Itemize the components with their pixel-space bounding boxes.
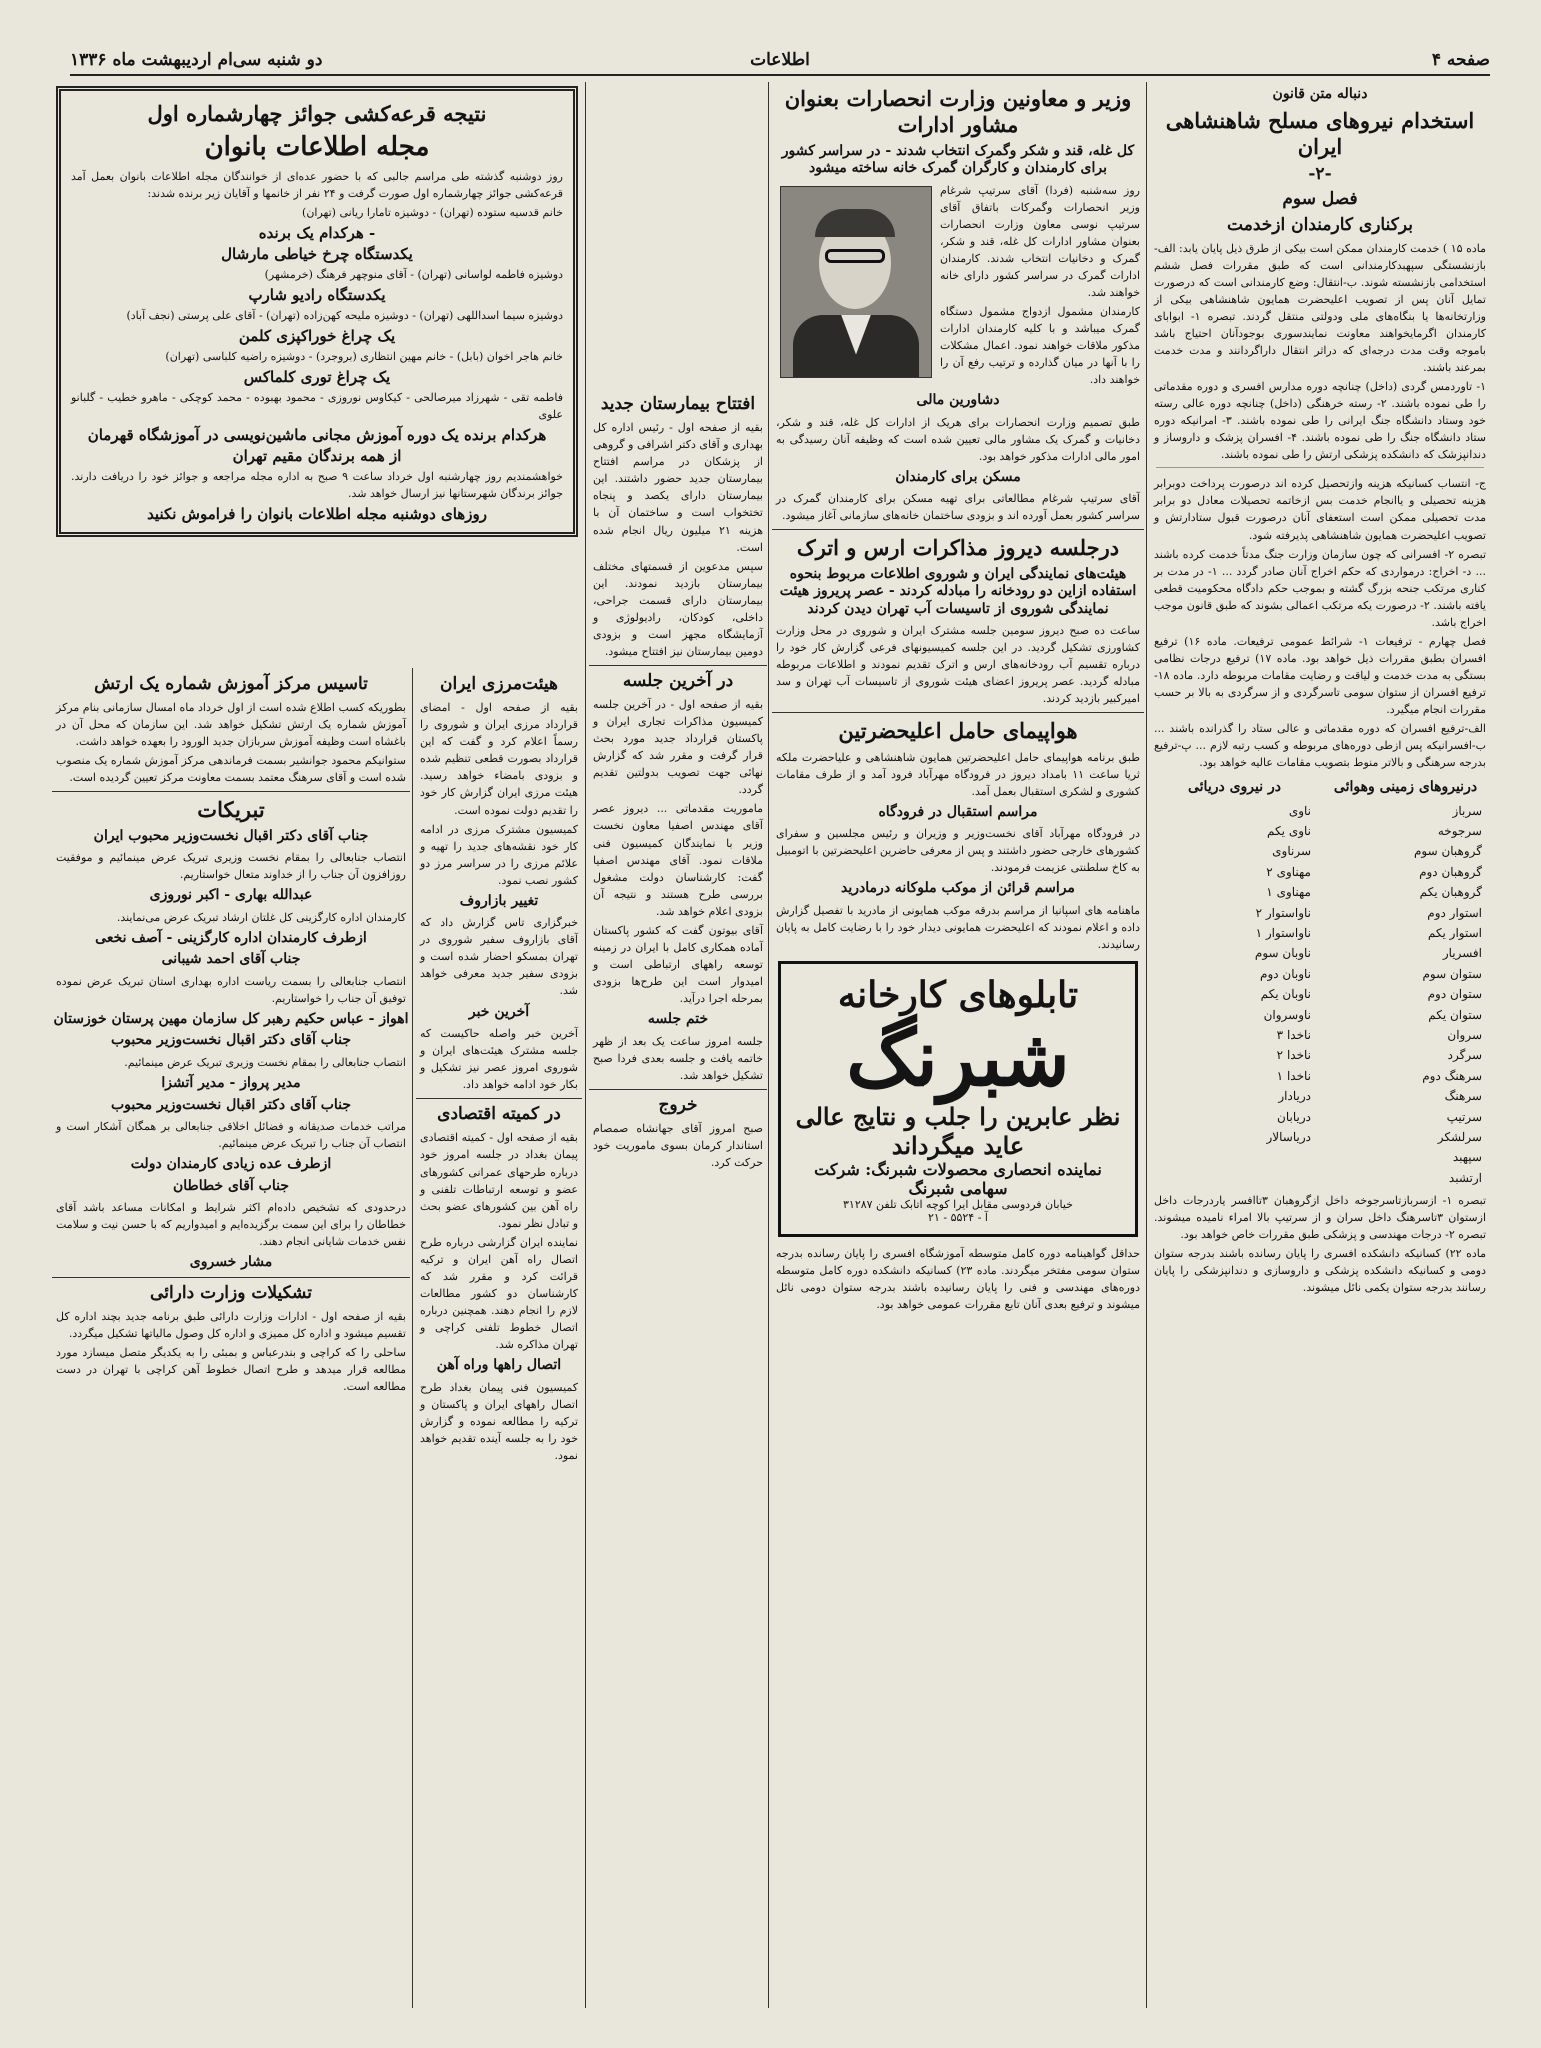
subhead-housing: مسکن برای کارمندان [895,468,1021,485]
deck-talks: هیئت‌های نمایندگی ایران و شوروی اطلاعات مربوط بنحوه استفاده ازاین دو رودخانه را مبادله کردند - عصر پریروز هیئت نمایندگی شوروی از تاسیسات آب تهران دیدن کردند [779,565,1137,617]
winners-list: خانم هاجر اخوان (بابل) - خانم مهین انتظاری (بروجرد) - دوشیزه راضیه کلباسی (تهران) [165,349,563,363]
rank-army: ارتشبد [1448,1170,1482,1185]
rank-army: گروهبان دوم [1419,864,1482,879]
rank-army: سرتیپ [1446,1109,1482,1124]
article-text: بقیه از صفحه اول - امضای قرارداد مرزی ایران و شوروی را رسماً اعلام کرد و گفت که این قرارداد بصورت قطعی تنظیم شده و بزودی بامضاء خواهد رسید. هیئت مرزی ایران گزارش کار خود را تقدیم دولت نموده است. [420,701,578,817]
rank-navy: ناخدا ۲ [1276,1048,1311,1063]
law-text: الف-ترفیع افسران که دوره مقدماتی و عالی ستاد را گذرانده باشند ... ب-افسرانیکه پس ازطی دوره‌های مربوطه و کسب رتبه لازم ... پ-ترفیع بدرجه سرهنگی و بالاتر منوط بتصویب مقامات عالیه خواهد بود. [1154,722,1486,770]
law-text: فصل چهارم - ترفیعات ۱- شرائط عمومی ترفیعات. ماده ۱۶) ترفیع افسران بطبق مقررات ذیل خواهد بود. ماده ۱۷) ترفیع درجات نظامی بستگی به مدت خدمت و لیاقت و رضایت مقامات مربوطه دارد. ماده ۱۸- ترفیع افسران از ستوان سومی تاسرگردی و از سرگردی به بالا بر حسب مقررات انجام میگیرد. [1154,634,1486,716]
article-text: سپس مدعوین از قسمتهای مختلف بیمارستان بازدید نمودند. این بیمارستان دارای قسمت جراحی، داخلی، کودکان، رادیولوژی و آزمایشگاه مجهز است و بزودی دومین بیمارستان نیز افتتاح میشود. [593,559,763,658]
rank-heading-army: درنیروهای زمینی وهوائی [1333,779,1478,796]
law-kicker: دنباله متن قانون [1272,86,1368,102]
article-text: صبح امروز آقای جهانشاه صمصام استاندار کرمان بسوی ماموریت خود حرکت کرد. [593,1121,763,1169]
rank-army: افسریار [1442,946,1482,961]
rank-navy: ناوبان سوم [1254,946,1311,961]
rank-army: سرگرد [1447,1048,1482,1063]
rank-navy: دریابان [1277,1109,1311,1124]
congrats-signature: مشار خسروی [189,1254,273,1271]
column-rule [1146,82,1147,2008]
winners-list: خانم قدسیه ستوده (تهران) - دوشیزه تامارا ریانی (تهران) [302,205,563,219]
ad-brand: شبرنگ [846,1012,1070,1104]
prize-label: یکدستگاه چرخ خیاطی مارشال [221,244,413,263]
congrats-recipient: جناب آقای دکتر اقبال نخست‌وزیر محبوب [110,1032,352,1049]
divider [589,1089,767,1090]
subhead-connections: اتصال راهها وراه آهن [436,1357,562,1374]
rank-navy: سرناوی [1272,844,1311,859]
rank-list-army [1329,775,1482,1188]
headline-border: هیئت‌مرزی ایران [440,674,558,694]
law-subtitle: برکناری کارمندان ازخدمت [1227,214,1413,235]
prize-label: هرکدام برنده یک دوره آموزش مجانی ماشین‌نویسی در آموزشگاه قهرمان [87,426,547,445]
law-text: تبصره ۲- افسرانی که چون سازمان وزارت جنگ مدتاً خدمت کرده باشند ... د- اخراج: درمواردی که حکم اخراج آنان صادر گردد ... ۱- در مدت بر کناری مرتکب جنحه بزرگ گشته و بموجب حکم دادگاه محکومیت قطعی یافته باشند. ۲- درصورت یکه مرتکب اعمالی بشوند که طبق قانون موجب اخراج باشد. [1154,547,1487,629]
rank-navy: ناخدا ۳ [1276,1027,1311,1042]
news-column-2 [772,82,1144,2008]
prize-label: از همه برندگان مقیم تهران [232,447,402,466]
ad-headline: تابلوهای کارخانه [837,973,1079,1016]
article-text: کارمندان مشمول ازدواج مشمول دستگاه گمرک میباشد و با کلیه کارمندان ادارات مذکور ملاقات خواهند نمود. اعمال مشکلات را با آنها در میان گذارده و ترتیب رفع آن را خواهند داد. [940,304,1140,387]
subhead-latest: آخرین خبر [468,1003,530,1020]
congrats-text: درحدودی که تشخیص داده‌ام اکثر شرایط و امکانات مساعد باشد آقای خطاطان را برای این سمت برگزیده‌ایم و امیدواریم که با حسن نیت و سلامت نفس خدمات شایانی انجام دهند. [56,1201,406,1249]
rank-army: استوار یکم [1427,926,1482,940]
article-text: روز سه‌شنبه (فردا) آقای سرتیپ شرغام وزیر انحصارات وگمرکات باتفاق آقای سرتیپ نوسی معاون وزارت انحصارات بعنوان مشاور ادارات کل غله، قند و شکر، گمرک و دخانیات انتخاب شدند. کارمندان ادارات گمرک در سراسر کشور دارای خانه خواهند شد. [940,183,1140,299]
rank-army: ستوان دوم [1427,987,1482,1002]
headline-last-session: در آخرین جلسه [622,670,734,691]
divider [416,1098,582,1099]
headline-congratulations: تبریکات [197,797,265,823]
article-text: ساعت ده صبح دیروز سومین جلسه مشترک ایران و شوروی در محل وزارت کشاورزی تشکیل گردید. در این جلسه کمیسیونهای فرعی گزارش کار خود را درباره تقسیم آب رودخانه‌های ارس و اترک تقدیم نمودند و اطلاعات مربوطه مبادله گردید. عصر پریروز اعضای هیئت شوروی از تاسیسات آب تهران و سد امیرکبیر بازدید کردند. [776,624,1140,706]
lottery-intro: روز دوشنبه گذشته طی مراسم جالبی که با حضور عده‌ای از خوانندگان مجله اطلاعات بانوان بعمل آمد قرعه‌کشی جوائز چهارشماره اول صورت گرفت و ۲۴ نفر از خانمها و آقایان زیر برنده شدند: [71,169,563,200]
portrait-photo [780,186,932,378]
congrats-recipient: جناب آقای دکتر اقبال نخست‌وزیر محبوب ایران [93,827,369,844]
rank-navy: ناواستوار ۱ [1255,926,1311,940]
article-text: ماهنامه های اسپانیا از مراسم بدرقه موکب همایونی از مادرید با تفصیل گزارش داده و اعلام نمودند که اعلیحضرت همایونی دیدار خود را با رضایت کامل به پایان رسانیدند. [776,903,1140,951]
rank-navy: ناخدا ۱ [1276,1068,1311,1083]
rank-army: سپهبد [1452,1150,1482,1165]
congrats-signature: عبدالله بهاری - اکبر نوروزی [149,887,313,904]
rank-navy: ناواستوار ۲ [1255,905,1311,920]
shabrang-advertisement [778,961,1138,1237]
winners-list: فاطمه تقی - شهرزاد میرصالحی - کیکاوس نوروزی - محمود بهبوده - محمد کوچکی - ماهرو خطیب - گلبانو علوی [71,391,563,422]
congrats-text: انتصاب جنابعالی را بمقام نخست وزیری تبریک عرض مینمائیم. [124,1055,406,1069]
article-text: بطوریکه کسب اطلاع شده است از اول خرداد ماه امسال سازمانی بنام مرکز آموزش شماره یک ارتش تشکیل خواهد شد. این سازمان که محل آن در باغشاه است وظیفه آموزش سربازان جدید الورود را بعهده خواهد داشت. [56,701,406,749]
headline-monopoly: وزیر و معاونین وزارت انحصارات بعنوان مشاور ادارات [784,86,1132,138]
rank-army: سرباز [1452,803,1482,818]
rank-navy: ناوی [1288,803,1311,818]
article-text: نماینده ایران گزارشی درباره طرح اتصال راه آهن ایران و ترکیه قرائت کرد و مقرر شد که کارشناسان دو کشور مطالعات لازم را انجام دهند. همچنین درباره اتصال خطوط تلفنی کراچی و تهران مذاکره شد. [420,1235,578,1351]
congrats-signature: اهواز - عباس حکیم رهبر کل سازمان مهین پرستان خوزستان [53,1010,409,1027]
column-rule [585,82,586,2008]
news-column-3 [589,390,767,2008]
divider [52,1277,410,1278]
rank-heading-navy: در نیروی دریائی [1187,779,1282,796]
divider [772,529,1144,530]
congrats-signature: مدیر پرواز - مدیر آتشزا [161,1075,301,1092]
law-column [1150,82,1490,2008]
ad-agent: نماینده انحصاری محصولات شبرنگ: شرکت سهامی شبرنگ [814,1159,1102,1198]
subhead-recall: تغییر بازاروف [459,892,539,909]
column-rule [412,668,413,2008]
paper-name: اطلاعات [750,50,810,70]
lottery-box-area [52,82,582,666]
subhead-ceremony: مراسم استقبال در فرودگاه [878,803,1038,820]
article-text: طبق تصمیم وزارت انحصارات برای هریک از ادارات کل غله، قند و شکر، دخانیات و گمرک یک مشاور مالی تعیین شده است که وظیفه آنان رسیدگی به امور مالی ادارات مذکور خواهد بود. [776,415,1140,463]
article-text: کمیسیون مشترک مرزی در ادامه کار خود نقشه‌های جدید را تهیه و علائم مرزی را در سراسر مرز دو کشور نصب نمود. [420,822,578,887]
article-text: بقیه از صفحه اول - در آخرین جلسه کمیسیون مذاکرات تجاری ایران و پاکستان قرارداد جدید مورد بحث قرار گرفت و مقرر شد که گزارش نهائی جهت تصویب بدولتین تقدیم گردد. [593,698,763,797]
rank-army: ستوان یکم [1428,1007,1482,1022]
ad-address: خیابان فردوسی مقابل ایرا کوچه اتابک تلفن ۳۱۲۸۷ [843,1197,1073,1211]
law-chapter: فصل سوم [1282,189,1358,210]
news-column-4 [416,670,582,2008]
law-text: تبصره ۱- ازسربازتاسرجوخه داخل ازگروهبان ۳تاافسر یاردرجات داخل ازستوان ۳تاسرهنگ داخل سران و از سرتیپ بالا امراء نامیده میشوند. تبصره ۲- درجات مهندسی و پزشکی طبق مقررات خاص خواهد بود. [1154,1194,1487,1242]
rank-army: گروهبان سوم [1413,844,1482,859]
rank-list-navy [1158,775,1311,1188]
divider [1156,467,1484,473]
lottery-title: نتیجه قرعه‌کشی جوائز چهارشماره اول [147,101,487,126]
headline-economic: در کمیته اقتصادی [437,1104,561,1125]
article-text: آقای بیوتون گفت که کشور پاکستان آماده همکاری کامل با ایران در زمینه توسعه راههای ارتباطی است و امیدوار است این طرح‌ها بزودی بمرحله اجرا درآید. [593,923,763,1005]
news-column-5 [52,670,410,2008]
article-text: خبرگزاری تاس گزارش داد که آقای بازاروف سفیر شوروی در تهران بمسکو احضار شده است و بزودی سفیر جدید معرفی خواهد شد. [420,916,578,998]
congrats-recipient: جناب آقای احمد شیبانی [161,951,301,968]
rank-navy: دریاسالار [1266,1129,1311,1144]
law-title: استخدام نیروهای مسلح شاهنشاهی ایران [1165,107,1475,159]
article-text: حداقل گواهینامه دوره کامل متوسطه آموزشگاه افسری را پایان رسانده بدرجه ستوان سومی مفتخر میگردند. ماده ۲۳) کسانیکه دانشکده دوره کامل متوسطه دوره‌های مهندسی و فنی را پایان رسانیده باشند بدرجه ستوان دومی نائل میشوند و ترفیع بعدی آنان تابع مقررات عمومی خواهد بود. [776,1246,1140,1311]
subhead-motorcade: مراسم قرائن از موکب ملوکانه درمادرید [841,880,1075,897]
headline-exit: خروج [658,1094,698,1115]
rank-army: گروهبان یکم [1419,885,1482,900]
rank-navy: مهناوی ۲ [1266,864,1311,879]
congrats-text: انتصاب جنابعالی را بسمت ریاست اداره بهداری استان تبریک عرض نموده توفیق آن جناب را خواستاریم. [56,974,406,1005]
headline-training-center: تاسیس مرکز آموزش شماره یک ارتش [94,674,368,694]
law-part: -۲- [1308,164,1332,184]
lottery-results-box [56,86,578,537]
prize-label: یک چراغ توری کلماکس [243,368,391,387]
congrats-text: انتصاب جنابعالی را بمقام نخست وزیری تبریک عرض مینمائیم و موفقیت روزافزون آن جناب را از خداوند متعال خواستاریم. [56,851,406,882]
article-text: ساحلی را که کراچی و بندرعباس و بمبئی را به یکدیگر متصل میسازد مورد مطالعه قرار میدهد و طرح اتصال خطوط آهن کراچی با تهران در دست مطالعه است. [56,1346,406,1394]
rank-navy: ناوسروان [1263,1007,1311,1022]
rank-table [1158,775,1482,1188]
rank-army: ستوان سوم [1422,966,1482,981]
congrats-recipient: جناب آقای دکتر اقبال نخست‌وزیر محبوب [110,1096,352,1113]
article-text: ستوانیکم محمود جوانشیر بسمت فرماندهی مرکز آموزش شماره یک منصوب شده است و آقای سرهنگ معتمد بسمت معاونت مرکز تعیین گردیده است. [56,754,406,785]
congrats-recipient: جناب آقای خطاطان [173,1177,289,1194]
law-text: ماده ۱۵ ) خدمت کارمندان ممکن است بیکی از طرق ذیل پایان یابد: الف-بازنشستگی سپهبدکارمندانی است که طبق مقررات فصل ششم استخدامی بازنشسته شوند. ب-انتقال: وضع کارمندانی است که درصورت تمایل آنان پس از تصویب اعلیحضرت همایون شاهنشاهی بیکی از وزارتخانه‌ها یا بنگاه‌های ملی ودولتی منتقل گردند. تبصره ۱- ابوابای کارمندان اگرمایخواهند معاونت نمایندسوری بوجودآنان احتیاج باشد باموجه وقت مدت درجه‌ای که دراثر انتقال داراگردانند و مدت خدمت بمرعند باشند. [1154,241,1486,375]
rank-army: استوار دوم [1427,905,1482,920]
article-text: بقیه از صفحه اول - رئیس اداره کل بهداری و آقای دکتر اشرافی و گروهی از پزشکان در مراسم افتتاح بیمارستان جدید حضور داشتند. این بیمارستان دارای یکصد و پنجاه تختخواب است و ساختمان آن با هزینه ۲۱ میلیون ریال انجام شده است. [593,421,763,554]
article-text: در فرودگاه مهرآباد آقای نخست‌وزیر و وزیران و رئیس مجلسین و سفرای کشورهای خارجی حضور داشتند و پس از معرفی حاضرین اعلیحضرتین با اتومبیل به کاخ سلطنتی عزیمت فرمودند. [776,827,1140,875]
prize-label: یک چراغ خوراکپزی کلمن [238,326,396,345]
article-text: بقیه از صفحه اول - کمیته اقتصادی پیمان بغداد در جلسه امروز خود درباره طرحهای عمرانی کشورهای عضو و توسعه ارتباطات تلفنی و راه آهن بین کشورهای عضو بحث و تبادل نظر نمود. [420,1131,578,1230]
headline-hospital: افتتاح بیمارستان جدید [600,394,756,414]
subhead-advisors: دشاورین مالی [916,392,1000,409]
divider [52,791,410,792]
masthead [70,48,1490,76]
article-text: ماموریت مقدماتی ... دیروز عصر آقای مهندس اصفیا معاون نخست وزیر با نمایندگان کمیسیون فنی ملاقات نمود. آقای مهندس اصفیا گفت: کارشناسان دولت مشغول بررسی طرح هستند و نتیجه آن بزودی اعلام خواهد شد. [593,802,763,918]
magazine-name: مجله اطلاعات بانوان [204,132,430,163]
rank-navy: ناوبان یکم [1260,987,1311,1002]
congrats-text: مراتب خدمات صدیقانه و فضائل اخلاقی جنابعالی بر همگان آشکار است و انتصاب آن جناب را تبریک عرض مینمائیم. [56,1120,406,1151]
subhead-session-end: ختم جلسه [647,1011,709,1027]
article-text: آقای سرتیپ شرغام مطالعاتی برای تهیه مسکن برای کارمندان گمرک در سراسر کشور بعمل آورده اند و بزودی ساختمان خانه‌های سازمانی آغاز میشود. [776,492,1140,523]
article-text: جلسه امروز ساعت یک بعد از ظهر خاتمه یافت و جلسه بعدی فردا صبح تشکیل خواهد شد. [593,1034,763,1082]
rank-army: سرهنگ دوم [1422,1068,1482,1083]
ad-slogan: نظر عابرین را جلب و نتایج عالی عاید میگرداند [795,1101,1121,1160]
headline-talks: درجلسه دیروز مذاکرات ارس و اترک [796,535,1120,561]
prize-label: - هرکدام یک برنده [258,223,376,242]
law-text: ج- انتساب کسانیکه هزینه وازتحصیل کرده اند درصورت پرداخت دوبرابر هزینه تحصیلی و یاانجام خدمت بس ازخاتمه تحصیلات معادل دو برابر مدت تحصیلی ممکن است استعفای آنان درصورت قبول ستادارتش و تصویب اعلیحضرت همایون شاهنشاهی پذیرفته شود. [1154,477,1486,542]
prize-label: یکدستگاه رادیو شارپ [248,285,386,304]
lottery-outro: خواهشمندیم روز چهارشنبه اول خرداد ساعت ۹ صبح به اداره مجله مراجعه و جوائز خود را دریافت دارند. جوائز برندگان شهرستانها نیز ارسال خواهد شد. [71,470,563,501]
congrats-text: کارمندان اداره کارگزینی کل غلتان ارشاد تبریک عرض می‌نمایند. [116,910,406,924]
divider [772,712,1144,713]
lottery-footer: روزهای دوشنبه مجله اطلاعات بانوان را فراموش نکنید [147,505,487,524]
headline-finance: تشکیلات وزارت دارائی [150,1282,312,1303]
issue-date: دو شنبه سی‌ام اردیبهشت ماه ۱۳۳۶ [70,50,323,70]
congrats-signature: ازطرف کارمندان اداره کارگزینی - آصف نخعی [95,929,367,946]
article-text: طبق برنامه هواپیمای حامل اعلیحضرتین همایون شاهنشاهی و علیاحضرت ملکه ثریا ساعت ۱۱ بامداد دیروز در فرودگاه مهرآباد فرود آمد و از طرف مقامات کشوری و لشکری استقبال بعمل آمد. [776,750,1140,798]
rank-navy: دریادار [1278,1089,1311,1104]
article-text: آخرین خبر واصله حاکیست که جلسه مشترک هیئت‌های ایران و شوروی امروز عصر نیز تشکیل و بکار خود ادامه خواهد داد. [420,1027,578,1092]
congrats-signature: ازطرف عده زیادی کارمندان دولت [130,1156,332,1173]
law-text: ماده ۲۲) کسانیکه دانشکده افسری را پایان رسانده باشند بدرجه ستوان دومی و کسانیکه دانشکده پزشکی و داروسازی و دندانپزشکی را پایان رسانند بدرجه ستوان یکمی نائل میشوند. [1154,1247,1486,1295]
page-number: صفحه ۴ [1431,50,1490,70]
law-text: ۱- تاوردمس گردی (داخل) چنانچه دوره مدارس افسری و دوره مقدماتی را طی نموده باشند. ۲- رسته خرهنگی (داخل) چنانچه دوره عالی رسته خود وستاد دانشگاه جنگ ایرانی را طی نموده باشند. ۳- امرانیکه دوره ستاد دانشگاه جنگ را طی نموده باشند. ۴- افسران پزشک و داروساز و دندانپزشک که دانشکده پزشکی ارتش را طی نموده باشند. [1154,380,1486,462]
ad-code: آ - ۵۵۲۴ - ۲۱ [928,1210,988,1224]
winners-list: دوشیزه سیما اسداللهی (تهران) - دوشیزه ملیحه کهن‌زاده (تهران) - آقای علی پرستی (نجف آباد) [126,308,563,322]
rank-army: سرجوخه [1437,824,1482,839]
article-text: بقیه از صفحه اول - ادارات وزارت دارائی طبق برنامه جدید بچند اداره کل تقسیم میشود و اداره کل ممیزی و اداره کل وصول مالیاتها تشکیل میگردد. [56,1310,406,1341]
article-text: کمیسیون فنی پیمان بغداد طرح اتصال راههای ایران و پاکستان و ترکیه را مطالعه نموده و گزارش خود را به جلسه آینده تقدیم خواهد نمود. [420,1380,578,1462]
rank-navy: ناوی یکم [1267,824,1311,839]
divider [589,665,767,666]
rank-army: سرلشکر [1437,1129,1482,1144]
rank-navy: مهناوی ۱ [1266,885,1311,900]
column-rule [768,82,769,2008]
winners-list: دوشیزه فاطمه لواسانی (تهران) - آقای منوچهر فرهنگ (خرمشهر) [264,267,563,281]
deck-monopoly: کل غله، قند و شکر وگمرک انتخاب شدند - در سراسر کشور برای کارمندان و کارگران گمرک خانه ساخته میشود [781,142,1135,176]
rank-army: سرهنگ [1444,1089,1482,1104]
headline-plane: هواپیمای حامل اعلیحضرتین [838,718,1078,744]
rank-navy: ناوبان دوم [1260,966,1311,981]
rank-army: سروان [1447,1027,1482,1042]
